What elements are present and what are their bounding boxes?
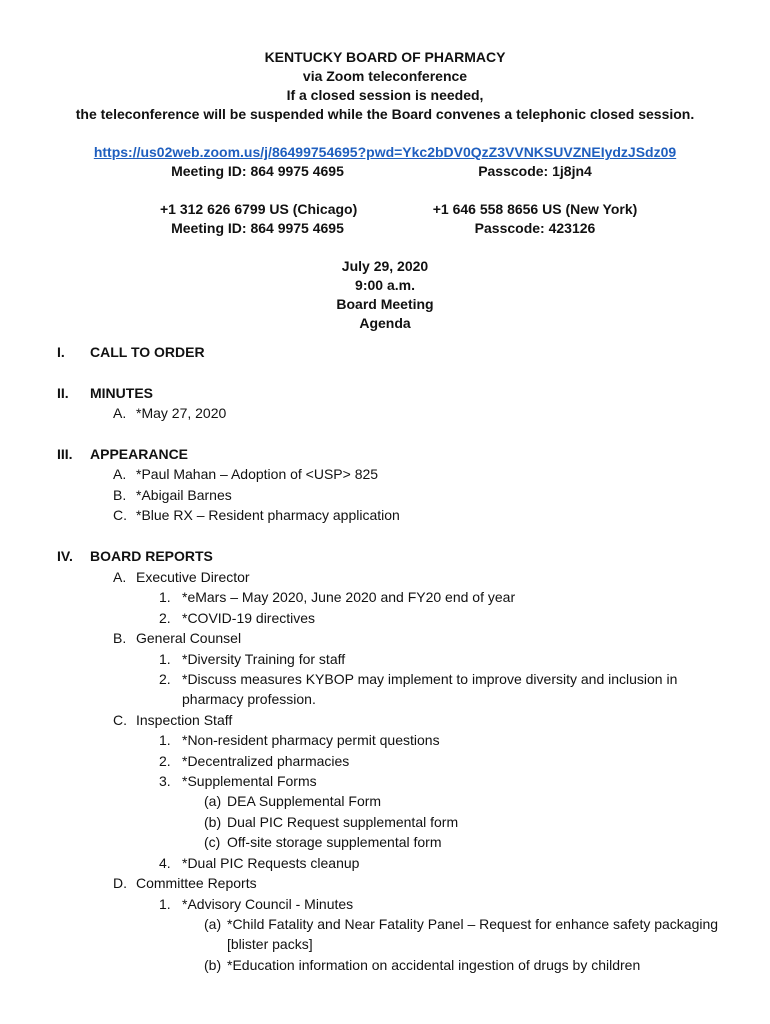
item-letter: A.: [113, 466, 127, 482]
subsubitem-letter: (b): [204, 814, 222, 830]
section-title: MINUTES: [90, 385, 153, 401]
item-letter: A.: [113, 569, 127, 585]
subitem-text: *Diversity Training for staff: [182, 651, 346, 667]
item-text: *May 27, 2020: [136, 405, 227, 421]
subitem-number: 2.: [159, 753, 171, 769]
subitem-text: *eMars – May 2020, June 2020 and FY20 end of year: [182, 589, 516, 605]
subitem-number: 1.: [159, 589, 171, 605]
zoom-link[interactable]: https://us02web.zoom.us/j/86499754695?pwd=Ykc2bDV0QzZ3VVNKSUVZNEIydzJSdz09: [93, 144, 677, 160]
item-text: Inspection Staff: [136, 712, 233, 728]
section-number: II.: [57, 385, 69, 401]
subsubitem-text-continued: [blister packs]: [227, 936, 313, 952]
passcode: Passcode: 1j8jn4: [478, 163, 592, 179]
subitem-text: *Discuss measures KYBOP may implement to improve diversity and inclusion in: [182, 671, 678, 687]
section-number: III.: [57, 446, 73, 462]
subitem-number: 1.: [159, 732, 171, 748]
subsubitem-text: Dual PIC Request supplemental form: [227, 814, 459, 830]
subitem-number: 4.: [159, 855, 171, 871]
agenda-label: Agenda: [359, 315, 411, 331]
meeting-date: July 29, 2020: [341, 258, 429, 274]
subsubitem-text: DEA Supplemental Form: [227, 793, 382, 809]
subsubitem-text: Off-site storage supplemental form: [227, 834, 442, 850]
item-letter: C.: [113, 712, 127, 728]
item-letter: B.: [113, 630, 127, 646]
subitem-number: 2.: [159, 671, 171, 687]
item-letter: A.: [113, 405, 127, 421]
meeting-id-phone: Meeting ID: 864 9975 4695: [171, 220, 344, 236]
item-letter: B.: [113, 487, 127, 503]
org-title: KENTUCKY BOARD OF PHARMACY: [264, 49, 506, 65]
item-text: *Blue RX – Resident pharmacy application: [136, 507, 400, 523]
phone-new-york: +1 646 558 8656 US (New York): [432, 201, 638, 217]
item-text: General Counsel: [136, 630, 242, 646]
subsubitem-text: *Child Fatality and Near Fatality Panel – Request for enhance safety packaging: [227, 916, 719, 932]
subitem-number: 3.: [159, 773, 171, 789]
subitem-number: 1.: [159, 651, 171, 667]
subitem-text: *Decentralized pharmacies: [182, 753, 350, 769]
closed-session-line-2: the teleconference will be suspended while the Board convenes a telephonic closed session.: [75, 106, 695, 122]
subsubitem-letter: (b): [204, 957, 222, 973]
subitem-text: *Advisory Council - Minutes: [182, 896, 354, 912]
section-number: I.: [57, 344, 65, 360]
subitem-text: *Non-resident pharmacy permit questions: [182, 732, 440, 748]
subitem-number: 2.: [159, 610, 171, 626]
subitem-text: *Dual PIC Requests cleanup: [182, 855, 360, 871]
item-letter: D.: [113, 875, 127, 891]
subitem-number: 1.: [159, 896, 171, 912]
subitem-text-continued: pharmacy profession.: [182, 691, 316, 707]
phone-chicago: +1 312 626 6799 US (Chicago): [160, 201, 358, 217]
subitem-text: *COVID-19 directives: [182, 610, 316, 626]
subsubitem-letter: (a): [204, 793, 222, 809]
subsubitem-letter: (c): [204, 834, 221, 850]
meeting-id: Meeting ID: 864 9975 4695: [171, 163, 344, 179]
section-title: CALL TO ORDER: [90, 344, 205, 360]
subitem-text: *Supplemental Forms: [182, 773, 317, 789]
subsubitem-letter: (a): [204, 916, 222, 932]
item-text: Committee Reports: [136, 875, 257, 891]
meeting-time: 9:00 a.m.: [355, 277, 415, 293]
section-title: APPEARANCE: [90, 446, 189, 462]
item-text: Executive Director: [136, 569, 250, 585]
section-title: BOARD REPORTS: [90, 548, 213, 564]
via-line: via Zoom teleconference: [302, 68, 468, 84]
item-text: *Paul Mahan – Adoption of <USP> 825: [136, 466, 379, 482]
meeting-type: Board Meeting: [336, 296, 434, 312]
subsubitem-text: *Education information on accidental ingestion of drugs by children: [227, 957, 641, 973]
section-number: IV.: [57, 548, 73, 564]
item-letter: C.: [113, 507, 127, 523]
passcode-phone: Passcode: 423126: [474, 220, 596, 236]
item-text: *Abigail Barnes: [136, 487, 232, 503]
closed-session-line-1: If a closed session is needed,: [286, 87, 484, 103]
